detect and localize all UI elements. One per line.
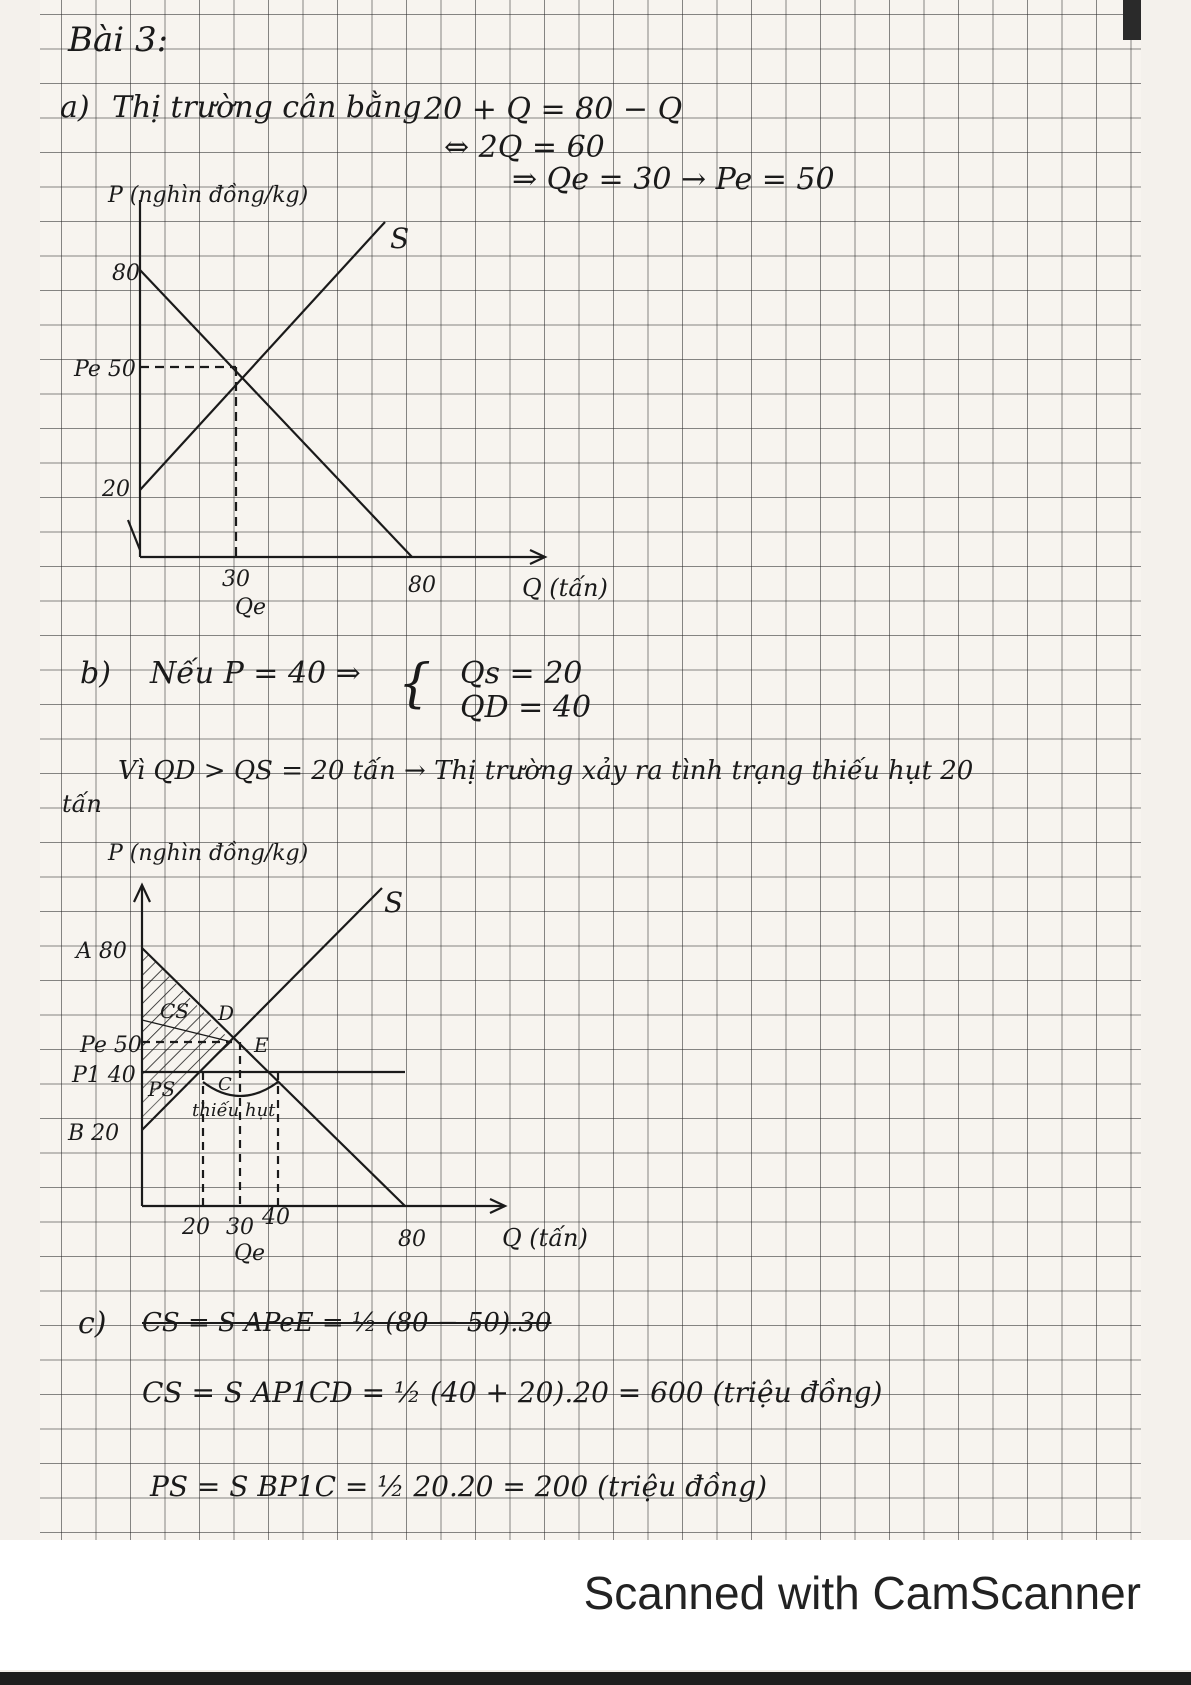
ps-formula: PS = S BP1C = ½ 20.20 = 200 (triệu đồng) <box>150 1470 768 1503</box>
point-e-label: E <box>254 1033 269 1057</box>
x-tick-80: 80 <box>408 573 436 598</box>
y-tick-pe-50: Pe 50 <box>80 1033 142 1058</box>
y-tick-b-20: B 20 <box>68 1121 120 1146</box>
y-tick-20: 20 <box>102 477 130 502</box>
x-tick-40: 40 <box>262 1205 290 1230</box>
part-a-label: a) <box>60 90 90 125</box>
shortage-graph <box>0 820 700 1280</box>
qe-label: Qe <box>234 1241 266 1266</box>
axis-tick-mark <box>128 520 140 550</box>
part-b-qs: Qs = 20 <box>460 656 583 691</box>
shortage-label: thiếu hụt <box>192 1100 276 1121</box>
part-b-qd: QD = 40 <box>460 690 592 725</box>
x-tick-30: 30 <box>222 567 250 592</box>
part-b-conclusion-cont: tấn <box>62 790 102 818</box>
qe-label: Qe <box>235 595 267 620</box>
x-tick-30: 30 <box>226 1215 254 1240</box>
cs-formula: CS = S AP1CD = ½ (40 + 20).20 = 600 (triệu đồng) <box>142 1376 883 1409</box>
y-axis-label: P (nghìn đồng/kg) <box>108 841 309 866</box>
scanner-footer <box>0 1540 1191 1670</box>
x-axis-label: Q (tấn) <box>502 1224 588 1252</box>
part-b-conclusion: Vì QD > QS = 20 tấn → Thị trường xảy ra tình trạng thiếu hụt 20 <box>118 756 974 786</box>
y-tick-80: 80 <box>112 261 140 286</box>
scanner-watermark: Scanned with CamScanner <box>583 1567 1141 1619</box>
supply-label: S <box>390 222 410 255</box>
part-b-text: Nếu P = 40 ⇒ <box>150 656 361 691</box>
part-a-text: Thị trường cân bằng <box>112 90 422 125</box>
ps-label: PS <box>148 1077 176 1101</box>
part-a-eq1: 20 + Q = 80 − Q <box>424 92 683 127</box>
demand-curve <box>140 270 412 557</box>
x-axis-label: Q (tấn) <box>522 574 608 602</box>
y-tick-p1-40: P1 40 <box>72 1063 136 1088</box>
x-tick-20: 20 <box>182 1215 210 1240</box>
equilibrium-graph <box>0 160 700 620</box>
system-brace: { <box>398 654 432 714</box>
part-a-eq2: ⇔ 2Q = 60 <box>444 130 605 165</box>
x-tick-80: 80 <box>398 1227 426 1252</box>
point-d-label: D <box>218 1001 235 1025</box>
part-a-eq3: ⇒ Qe = 30 → Pe = 50 <box>512 162 835 197</box>
cs-label: CS <box>160 999 190 1023</box>
y-tick-a-80: A 80 <box>76 939 127 964</box>
part-c-label: c) <box>78 1306 107 1341</box>
supply-curve <box>140 222 385 490</box>
point-c-label: C <box>218 1074 232 1095</box>
y-axis-label: P (nghìn đồng/kg) <box>108 183 309 208</box>
supply-label: S <box>384 886 404 919</box>
struck-cs-attempt: CS = S APeE = ½ (80 − 50).30 <box>142 1308 552 1338</box>
y-tick-pe-50: Pe 50 <box>74 357 136 382</box>
bottom-edge <box>0 1672 1191 1685</box>
exercise-heading: Bài 3: <box>68 20 169 60</box>
part-b-label: b) <box>80 656 111 691</box>
